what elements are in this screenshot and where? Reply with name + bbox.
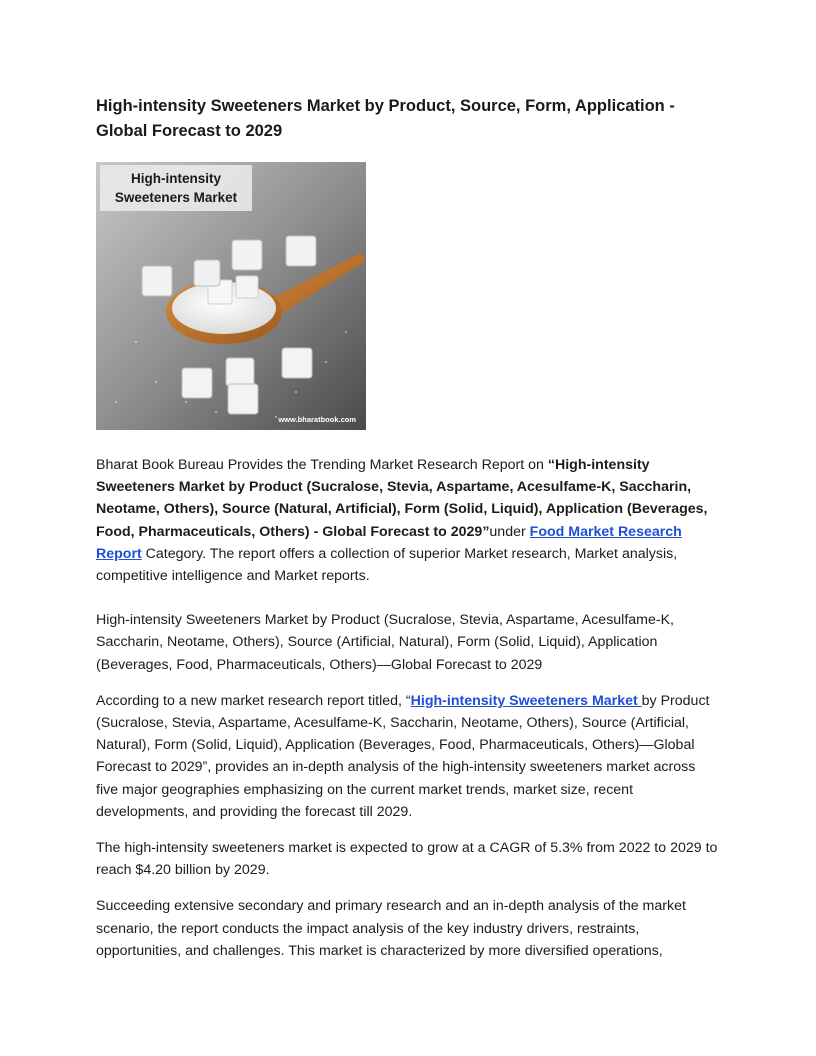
page-title: High-intensity Sweeteners Market by Product, Source, Form, Application - Global Forecast to 2029	[96, 97, 675, 140]
intro-under: under	[489, 523, 530, 540]
hero-label-line1: High-intensity	[131, 171, 221, 186]
hi-sweeteners-market-link[interactable]: High-intensity Sweeteners Market	[410, 692, 642, 709]
cagr-paragraph: The high-intensity sweeteners market is expected to grow at a CAGR of 5.3% from 2022 to 2029 to reach $4.20 billion by 2029.	[96, 840, 718, 879]
hero-label-line2: Sweeteners Market	[114, 190, 238, 205]
intro-tail: Category. The report offers a collection of superior Market research, Market analysis, competitive intelligence and Market reports.	[96, 545, 678, 585]
hero-label	[100, 165, 252, 211]
report-paragraph	[96, 690, 720, 823]
hero-image	[96, 162, 366, 430]
intro-report-title: “High-intensity Sweeteners Market by Product (Sucralose, Stevia, Aspartame, Acesulfame-K, Saccharin, Neotame, Others), Source (Natural, Artificial), Form (Solid, Liquid), Application (Beverages, Food, Pharmaceuticals, Others) - Global Forecast to 2029”	[96, 457, 708, 540]
report-tail: by Product (Sucralose, Stevia, Aspartame, Acesulfame-K, Saccharin, Neotame, Others), Source (Artificial, Natural), Form (Solid, Liquid), Application (Beverages, Food, Pharmaceuticals, Others)—Global Forecast to 2029”, provides an in-depth analysis of the high-intensity sweeteners market across five major geographies emphasizing on the current market trends, market size, recent developments, and providing the forecast till 2029.	[96, 692, 710, 820]
food-market-research-link[interactable]: Food Market Research Report	[96, 523, 682, 562]
hero-watermark: www.bharatbook.com	[278, 415, 356, 424]
summary-paragraph: High-intensity Sweeteners Market by Product (Sucralose, Stevia, Aspartame, Acesulfame-K, Saccharin, Neotame, Others), Source (Artificial, Natural), Form (Solid, Liquid), Application (Beverages, Food, Pharmaceuticals, Others)—Global Forecast to 2029	[96, 612, 675, 673]
research-paragraph: Succeeding extensive secondary and primary research and an in-depth analysis of the market scenario, the report conducts the impact analysis of the key industry drivers, restraints, opportunities, and challenges. This market is characterized by more diversified operations,	[96, 898, 686, 959]
intro-paragraph	[96, 454, 720, 587]
intro-lead: Bharat Book Bureau Provides the Trending Market Research Report on	[96, 457, 548, 473]
document-page	[96, 94, 720, 976]
report-lead: According to a new market research report titled, “	[96, 692, 411, 709]
